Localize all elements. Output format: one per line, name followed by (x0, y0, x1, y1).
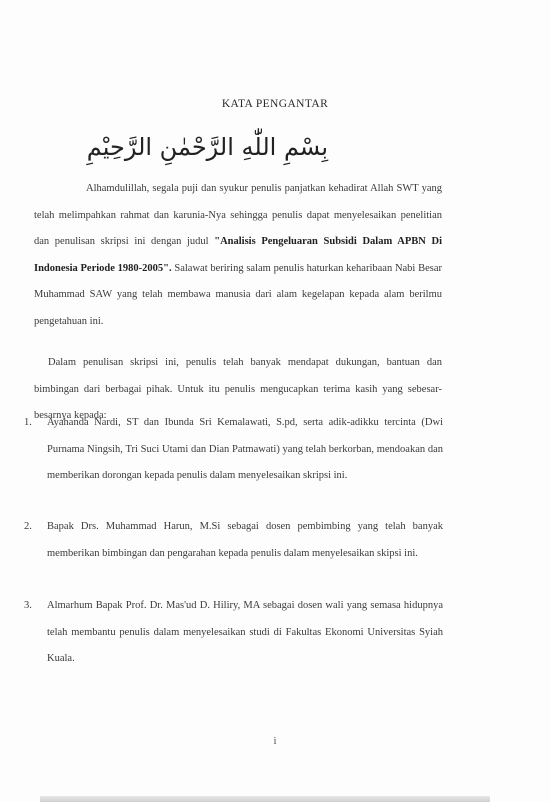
paragraph-thanks-text: Dalam penulisan skripsi ini, penulis telah banyak mendapat dukungan, bantuan dan bimbingan dari berbagai pihak. Untuk itu penulis mengucapkan terima kasih yang sebesar-besarnya kepada: (34, 357, 442, 421)
page-number: i (273, 736, 277, 747)
list-item-text: Bapak Drs. Muhammad Harun, M.Si sebagai dosen pembimbing yang telah banyak memberikan bimbingan dan pengarahan kepada penulis dalam menyelesaikan skipsi ini. (47, 521, 443, 559)
list-item-number: 1. (24, 417, 32, 428)
paragraph-opening (34, 176, 442, 335)
page-title: KATA PENGANTAR (221, 98, 329, 110)
list-item-number: 2. (24, 521, 32, 532)
list-item-text: Almarhum Bapak Prof. Dr. Mas'ud D. Hiliry, MA sebagai dosen wali yang semasa hidupnya telah membantu penulis dalam menyelesaikan studi di Fakultas Ekonomi Universitas Syiah Kuala. (47, 600, 443, 664)
thesis-title: "Analisis Pengeluaran Subsidi Dalam APBN Di Indonesia Periode 1980-2005". (34, 236, 442, 274)
basmala-calligraphy: بِسْمِ اللّٰهِ الرَّحْمٰنِ الرَّحِيْمِ (86, 133, 328, 161)
list-item-text: Ayahanda Nardi, ST dan Ibunda Sri Kemalawati, S.pd, serta adik-adikku tercinta (Dwi Purnama Ningsih, Tri Suci Utami dan Dian Patmawati) yang telah berkorban, mendoakan dan memberikan dorongan kepada penulis dalam menyelesaikan skripsi ini. (47, 417, 443, 481)
paragraph-opening-continued: Salawat beriring salam penulis haturkan keharibaan Nabi Besar Muhammad SAW yang telah membawa manusia dari alam kegelapan kepada alam berilmu pengetahuan ini. (34, 262, 443, 327)
list-item-number: 3. (24, 600, 32, 611)
paragraph-opening-text: Alhamdulillah, segala puji dan syukur penulis panjatkan kehadirat Allah SWT yang telah melimpahkan rahmat dan karunia-Nya sehingga penulis dapat menyelesaikan penelitian dan penulisan skripsi ini dengan judul (34, 183, 442, 247)
scan-edge-shadow (40, 796, 490, 802)
